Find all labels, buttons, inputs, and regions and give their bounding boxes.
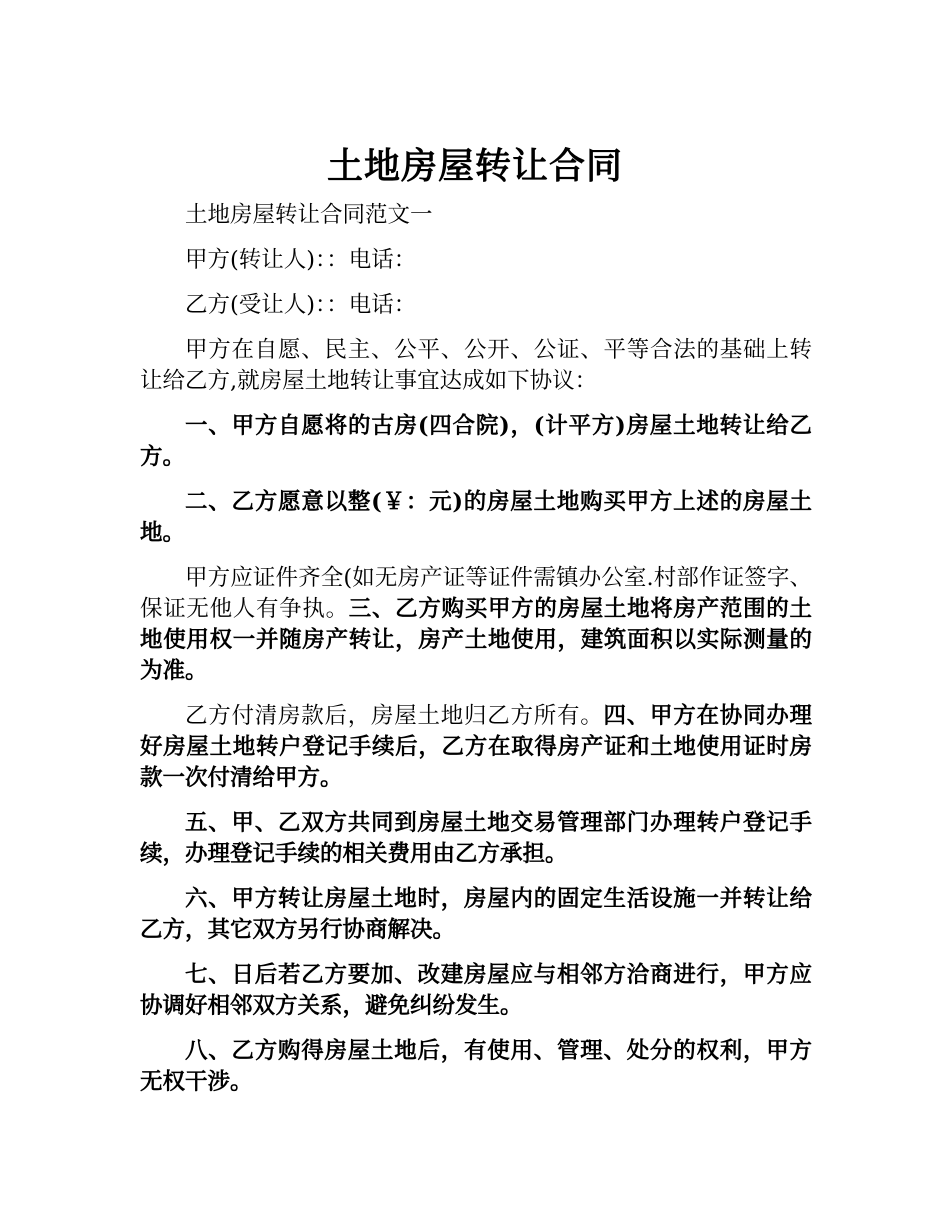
text-segment-bold: 六、甲方转让房屋土地时，房屋内的固定生活设施一并转让给乙方，其它双方另行协商解决。: [140, 886, 812, 943]
text-segment-bold: 二、乙方愿意以整(￥：元)的房屋土地购买甲方上述的房屋土地。: [140, 489, 812, 546]
document-body: [140, 200, 812, 1112]
text-segment-bold: 八、乙方购得房屋土地后，有使用、管理、处分的权利，甲方无权干涉。: [140, 1038, 812, 1095]
paragraph-clause-3: [140, 563, 812, 687]
text-segment: 甲方在自愿、民主、公平、公开、公证、平等合法的基础上转让给乙方,就房屋土地转让事宜达成如下协议：: [140, 337, 812, 394]
document-title: 土地房屋转让合同: [326, 145, 623, 188]
paragraph-party-a: [140, 245, 812, 276]
paragraph-party-b: [140, 290, 812, 321]
text-segment: 土地房屋转让合同范文一: [185, 202, 433, 228]
text-segment: 甲方应证件齐全(如无房产证等证件需镇办公室.村部作证签字、保证无他人有争执。: [140, 565, 812, 622]
text-segment-bold: 五、甲、乙双方共同到房屋土地交易管理部门办理转户登记手续，办理登记手续的相关费用由乙方承担。: [140, 810, 812, 867]
paragraph-clause-1: [140, 411, 812, 473]
paragraph-clause-8: [140, 1036, 812, 1098]
text-segment-bold: 一、甲方自愿将的古房(四合院)，(计平方)房屋土地转让给乙方。: [140, 413, 812, 470]
paragraph-clause-7: [140, 960, 812, 1022]
text-segment-bold: 七、日后若乙方要加、改建房屋应与相邻方洽商进行，甲方应协调好相邻双方关系，避免纠纷发生。: [140, 962, 812, 1019]
paragraph-clause-2: [140, 487, 812, 549]
text-segment: 乙方付清房款后，房屋土地归乙方所有。: [185, 703, 604, 729]
paragraph-preamble: [140, 335, 812, 397]
text-segment: 乙方(受让人)：：电话：: [185, 292, 417, 318]
paragraph-clause-6: [140, 884, 812, 946]
text-segment-bold: 三、乙方购买甲方的房屋土地将房产范围的土地使用权一并随房产转让，房产土地使用，建筑面积以实际测量的为准。: [140, 596, 812, 684]
paragraph-heading-sample: [140, 200, 812, 231]
paragraph-clause-5: [140, 808, 812, 870]
text-segment-bold: 四、甲方在协同办理好房屋土地转户登记手续后，乙方在取得房产证和土地使用证时房款一次付清给甲方。: [140, 703, 812, 791]
text-segment: 甲方(转让人)：：电话：: [185, 247, 417, 273]
paragraph-clause-4: [140, 701, 812, 794]
